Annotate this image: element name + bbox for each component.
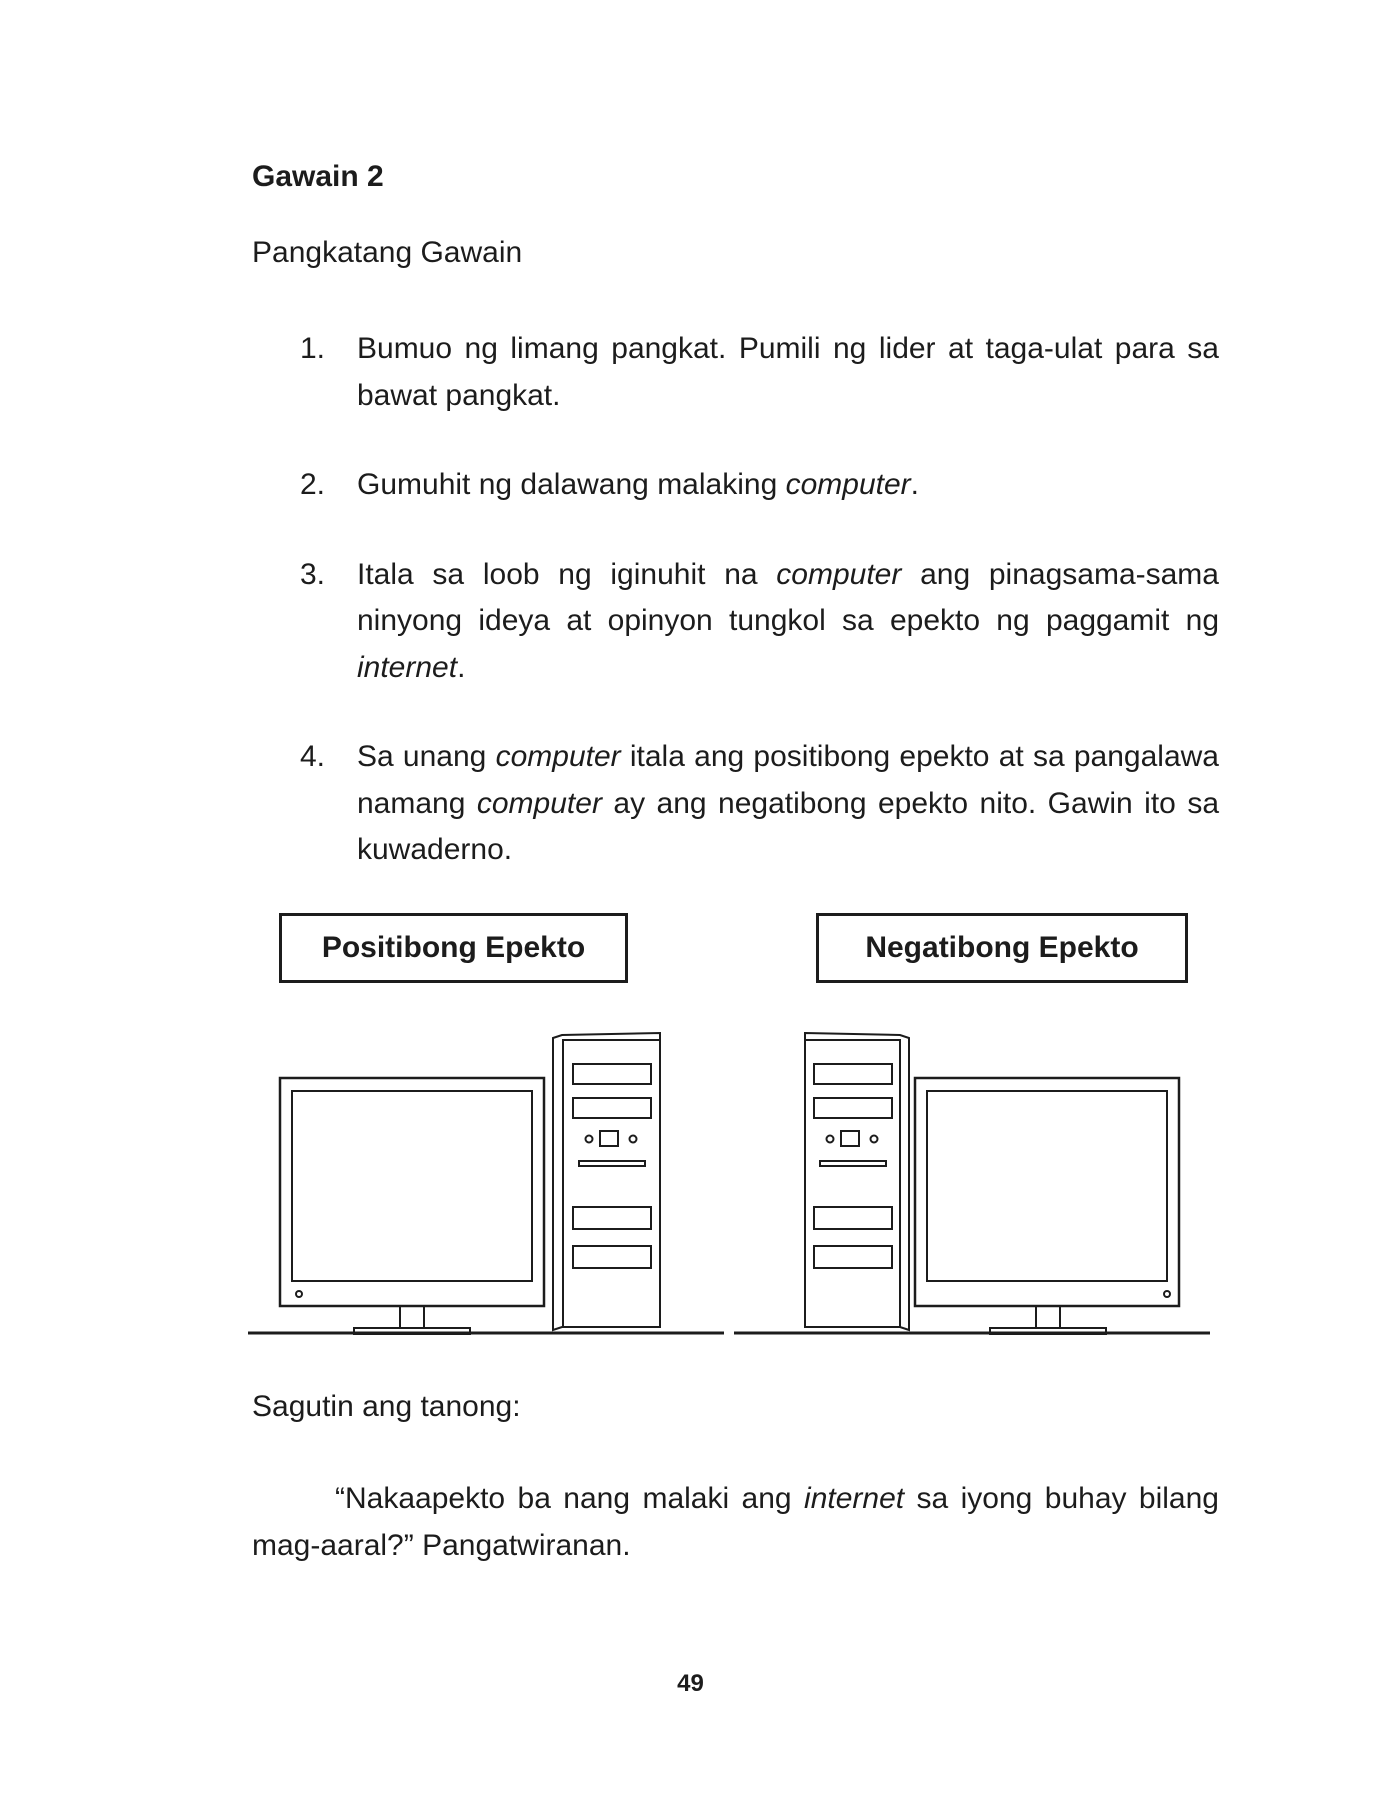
instruction-text: itala ang positibong epekto at sa pangalawa namang xyxy=(357,740,1219,820)
instruction-number: 2. xyxy=(300,468,326,501)
instruction-text: Itala sa loob ng iginuhit na xyxy=(357,557,777,591)
instruction-text: internet xyxy=(357,650,458,684)
instruction-number: 1. xyxy=(300,332,326,365)
activity-subheading: Pangkatang Gawain xyxy=(252,236,523,269)
question-text-1: “Nakaapekto ba nang malaki ang xyxy=(335,1482,805,1515)
instruction-text: ay ang negatibong epekto nito. Gawin ito sa kuwaderno. xyxy=(357,786,1219,866)
instruction-item xyxy=(300,734,1219,874)
instruction-text: ang pinagsama-sama ninyong ideya at opinyon tungkol sa epekto ng paggamit ng xyxy=(357,557,1219,637)
left-computer-drawing xyxy=(280,1033,660,1334)
right-monitor-frame xyxy=(915,1078,1179,1306)
instruction-text: . xyxy=(910,468,919,501)
instruction-text: computer xyxy=(785,468,911,501)
instruction-text: Gumuhit ng dalawang malaking xyxy=(357,468,786,501)
right-computer-drawing xyxy=(805,1033,1179,1334)
positive-effect-label: Positibong Epekto xyxy=(279,913,628,983)
instruction-text: Bumuo ng limang pangkat. Pumili ng lider at taga-ulat para sa bawat pangkat. xyxy=(357,332,1219,412)
instruction-text: computer xyxy=(776,557,902,591)
left-monitor-frame xyxy=(280,1078,544,1306)
computer-illustration xyxy=(240,1025,1220,1335)
instruction-item xyxy=(300,326,1219,419)
instruction-number: 3. xyxy=(300,557,326,591)
instruction-item xyxy=(300,462,1219,509)
instruction-text: computer xyxy=(476,786,602,820)
instruction-text: . xyxy=(457,650,466,684)
instruction-number: 4. xyxy=(300,740,326,773)
page-number: 49 xyxy=(677,1670,704,1697)
right-monitor-screen xyxy=(927,1091,1167,1281)
instruction-text: Sa unang xyxy=(357,740,496,773)
left-monitor-screen xyxy=(292,1091,532,1281)
question-label: Sagutin ang tanong: xyxy=(252,1390,521,1423)
negative-effect-label: Negatibong Epekto xyxy=(816,913,1188,983)
instruction-list xyxy=(300,326,1219,917)
question-text-2: internet xyxy=(804,1482,905,1515)
reflection-question xyxy=(252,1476,1219,1569)
instruction-text: computer xyxy=(495,740,621,773)
instruction-item xyxy=(300,552,1219,692)
question-text-3: sa iyong buhay bilang mag-aaral?” Pangatwiranan. xyxy=(252,1482,1219,1562)
activity-heading: Gawain 2 xyxy=(252,160,384,193)
